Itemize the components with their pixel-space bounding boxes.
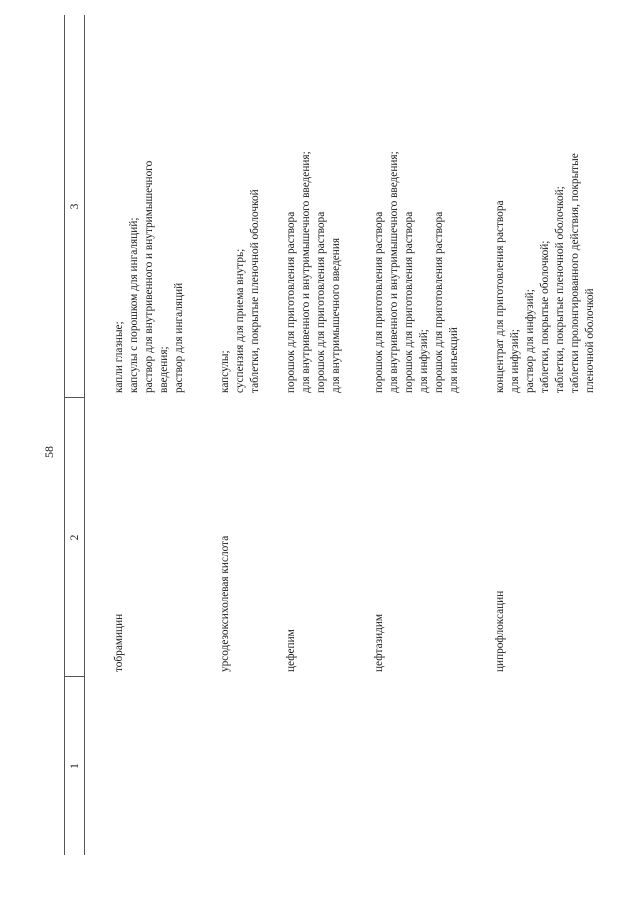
dosage-form-line: раствор для ингаляций xyxy=(173,282,185,393)
table-top-border xyxy=(64,15,65,855)
drug-name: цефтазидим xyxy=(373,613,385,672)
dosage-form-line: капсулы с порошком для ингаляций; xyxy=(128,217,140,393)
dosage-form-line: раствор для внутривенного и внутримышечного xyxy=(143,160,155,393)
dosage-form-line: раствор для инфузий; xyxy=(524,289,536,393)
dosage-forms xyxy=(218,13,263,393)
dosage-form-line: порошок для приготовления раствора xyxy=(433,211,445,393)
column-number-1: 1 xyxy=(69,763,81,769)
drug-name: урсодезоксихолевая кислота xyxy=(219,535,231,672)
drug-name: ципрофлоксацин xyxy=(494,590,506,672)
dosage-form-line: порошок для приготовления раствора xyxy=(403,211,415,393)
dosage-form-line: для внутривенного и внутримышечного введения; xyxy=(300,151,312,393)
dosage-forms xyxy=(372,13,462,393)
drug-name: тобрамицин xyxy=(113,613,125,672)
dosage-forms xyxy=(493,13,598,393)
dosage-form-line: порошок для приготовления раствора xyxy=(373,211,385,393)
column-number-2: 2 xyxy=(69,534,81,541)
dosage-form-line: суспензия для приема внутрь; xyxy=(234,248,246,393)
dosage-form-line: для инфузий; xyxy=(418,329,430,393)
column-number-3: 3 xyxy=(69,203,81,210)
dosage-form-line: таблетки, покрытые оболочкой; xyxy=(539,240,551,393)
dosage-forms xyxy=(112,13,187,393)
dosage-form-line: капсулы; xyxy=(219,350,231,393)
dosage-form-line: таблетки, покрытые пленочной оболочкой xyxy=(249,189,261,393)
dosage-forms xyxy=(284,13,344,393)
drug-name: цефепим xyxy=(285,629,297,672)
dosage-form-line: порошок для приготовления раствора xyxy=(315,211,327,393)
dosage-form-line: для внутривенного и внутримышечного введения; xyxy=(388,151,400,393)
dosage-form-line: порошок для приготовления раствора xyxy=(285,211,297,393)
dosage-form-line: пленочной оболочкой xyxy=(584,288,596,393)
table-header-border xyxy=(84,15,85,855)
dosage-form-line: для инъекций xyxy=(448,327,460,393)
page-number: 58 xyxy=(42,446,56,458)
dosage-form-line: таблетки пролонгированного действия, покрытые xyxy=(569,153,581,393)
dosage-form-line: таблетки, покрытые пленочной оболочкой; xyxy=(554,186,566,393)
dosage-form-line: капли глазные; xyxy=(113,321,125,393)
dosage-form-line: концентрат для приготовления раствора xyxy=(494,200,506,393)
dosage-form-line: введения; xyxy=(158,346,170,393)
dosage-form-line: для внутримышечного введения xyxy=(330,237,342,393)
dosage-form-line: для инфузий; xyxy=(509,329,521,393)
